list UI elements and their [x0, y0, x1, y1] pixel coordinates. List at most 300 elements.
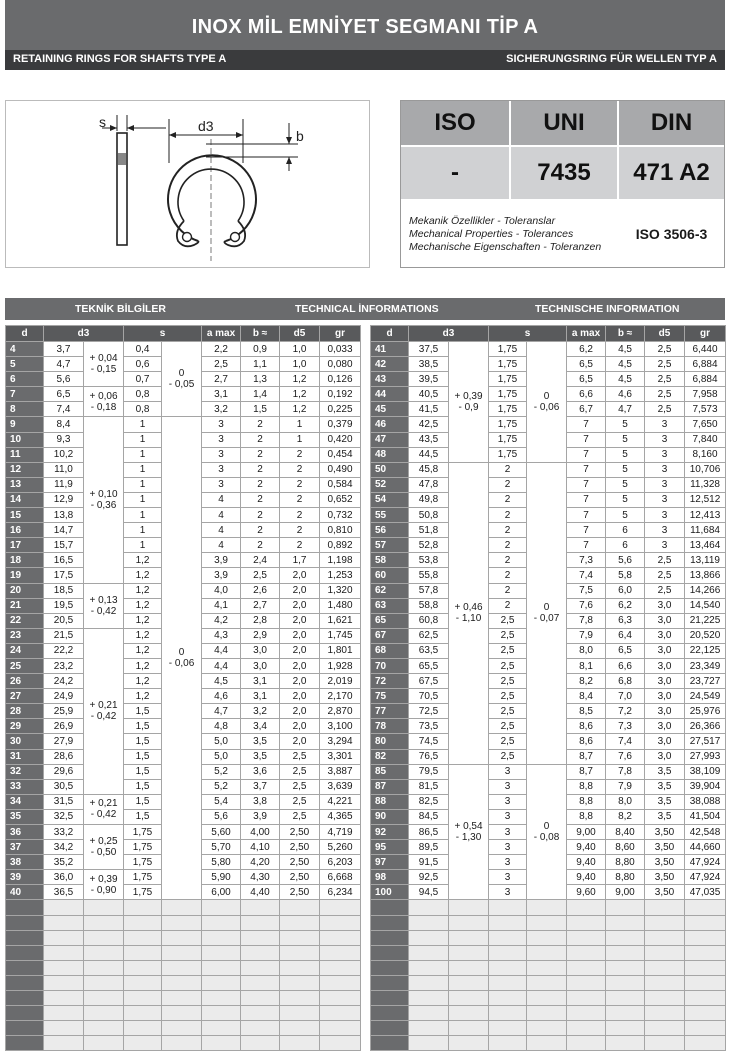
cell-s: 1 — [124, 447, 162, 462]
cell-d3: 4,7 — [44, 357, 84, 372]
cell-gr: 6,884 — [685, 357, 726, 372]
cell-d: 26 — [6, 674, 44, 689]
cell-b: 3,4 — [241, 719, 280, 734]
cell-a-max: 8,4 — [567, 689, 606, 704]
empty-row — [371, 1036, 726, 1051]
cell-s: 1,75 — [489, 402, 527, 417]
properties-text — [401, 201, 617, 267]
empty-cell — [409, 960, 449, 975]
cell-d5: 2,0 — [280, 704, 320, 719]
cell-d: 48 — [371, 447, 409, 462]
empty-cell — [527, 975, 567, 990]
cell-s: 1,75 — [124, 825, 162, 840]
empty-cell — [527, 1006, 567, 1021]
cell-a-max: 4,5 — [202, 674, 241, 689]
cell-d3: 3,7 — [44, 342, 84, 357]
cell-d5: 2,0 — [280, 568, 320, 583]
cell-s: 1,75 — [489, 417, 527, 432]
cell-d3: 17,5 — [44, 568, 84, 583]
empty-cell — [685, 930, 726, 945]
cell-gr: 23,727 — [685, 674, 726, 689]
cell-gr: 6,668 — [320, 870, 361, 885]
cell-a-max: 4 — [202, 508, 241, 523]
cell-d5: 2,5 — [645, 402, 685, 417]
cell-s: 0,4 — [124, 342, 162, 357]
empty-cell — [409, 1036, 449, 1051]
cell-d5: 2,50 — [280, 855, 320, 870]
cell-s-tolerance: 0 - 0,07 — [527, 462, 567, 764]
empty-cell — [162, 1021, 202, 1036]
cell-a-max: 5,6 — [202, 809, 241, 824]
page-title: INOX MİL EMNİYET SEGMANI TİP A — [191, 16, 539, 38]
cell-gr: 0,080 — [320, 357, 361, 372]
cell-gr: 14,266 — [685, 583, 726, 598]
cell-d3: 89,5 — [409, 840, 449, 855]
cell-a-max: 4,4 — [202, 643, 241, 658]
cell-a-max: 5,70 — [202, 840, 241, 855]
cell-d3-tolerance: + 0,13 - 0,42 — [84, 583, 124, 628]
empty-cell — [527, 900, 567, 915]
cell-d3: 81,5 — [409, 779, 449, 794]
cell-s: 1 — [124, 538, 162, 553]
empty-cell — [202, 1036, 241, 1051]
empty-cell — [645, 945, 685, 960]
cell-d3: 30,5 — [44, 779, 84, 794]
cell-s: 3 — [489, 855, 527, 870]
cell-a-max: 8,2 — [567, 674, 606, 689]
cell-d: 29 — [6, 719, 44, 734]
empty-cell — [320, 915, 361, 930]
cell-s: 3 — [489, 885, 527, 900]
cell-a-max: 7,8 — [567, 613, 606, 628]
empty-cell — [44, 960, 84, 975]
cell-d: 70 — [371, 658, 409, 673]
cell-d: 54 — [371, 492, 409, 507]
cell-a-max: 6,5 — [567, 372, 606, 387]
empty-cell — [489, 930, 527, 945]
cell-d3: 25,9 — [44, 704, 84, 719]
cell-gr: 27,993 — [685, 749, 726, 764]
cell-b: 2 — [241, 462, 280, 477]
empty-cell — [645, 930, 685, 945]
cell-b: 7,2 — [606, 704, 645, 719]
cell-a-max: 3 — [202, 432, 241, 447]
cell-gr: 21,225 — [685, 613, 726, 628]
cell-a-max: 8,1 — [567, 658, 606, 673]
label-s: s — [99, 114, 106, 130]
cell-gr: 0,490 — [320, 462, 361, 477]
cell-d5: 3,5 — [645, 764, 685, 779]
cell-d: 95 — [371, 840, 409, 855]
empty-cell — [241, 1036, 280, 1051]
cell-a-max: 3,1 — [202, 387, 241, 402]
cell-d3: 23,2 — [44, 658, 84, 673]
cell-b: 1,4 — [241, 387, 280, 402]
cell-d3: 21,5 — [44, 628, 84, 643]
empty-cell — [320, 930, 361, 945]
empty-cell — [202, 900, 241, 915]
cell-b: 0,9 — [241, 342, 280, 357]
empty-cell — [527, 960, 567, 975]
subtitle-en: RETAINING RINGS FOR SHAFTS TYPE A — [13, 53, 227, 65]
cell-d3: 86,5 — [409, 825, 449, 840]
technical-drawing — [5, 100, 370, 268]
cell-d5: 3 — [645, 417, 685, 432]
table-row — [6, 342, 361, 357]
cell-d: 75 — [371, 689, 409, 704]
cell-b: 3,0 — [241, 658, 280, 673]
cell-gr: 3,301 — [320, 749, 361, 764]
empty-row — [371, 1006, 726, 1021]
cell-gr: 2,019 — [320, 674, 361, 689]
cell-a-max: 3,9 — [202, 568, 241, 583]
cell-s-tolerance: 0 - 0,06 — [527, 342, 567, 463]
empty-cell — [44, 930, 84, 945]
cell-d5: 1,7 — [280, 553, 320, 568]
cell-a-max: 7 — [567, 508, 606, 523]
cell-b: 1,3 — [241, 372, 280, 387]
empty-cell — [489, 1006, 527, 1021]
cell-d5: 3,50 — [645, 825, 685, 840]
empty-cell — [202, 960, 241, 975]
cell-d: 100 — [371, 885, 409, 900]
cell-b: 6,4 — [606, 628, 645, 643]
empty-cell — [241, 960, 280, 975]
cell-d: 60 — [371, 568, 409, 583]
dimension-table-left — [5, 325, 361, 1051]
cell-a-max: 4,8 — [202, 719, 241, 734]
cell-b: 3,6 — [241, 764, 280, 779]
cell-d3: 50,8 — [409, 508, 449, 523]
empty-cell — [567, 1021, 606, 1036]
empty-row — [371, 1021, 726, 1036]
empty-cell — [280, 1006, 320, 1021]
empty-cell — [280, 991, 320, 1006]
cell-d3-tolerance: + 0,04 - 0,15 — [84, 342, 124, 387]
cell-d3: 72,5 — [409, 704, 449, 719]
cell-d5: 2,0 — [280, 628, 320, 643]
empty-cell — [685, 1036, 726, 1051]
cell-s: 1,75 — [489, 447, 527, 462]
column-header-b-: b ≈ — [606, 326, 645, 342]
empty-cell — [567, 900, 606, 915]
empty-cell — [241, 1006, 280, 1021]
empty-cell — [527, 1021, 567, 1036]
cell-d3: 43,5 — [409, 432, 449, 447]
cell-gr: 22,125 — [685, 643, 726, 658]
empty-cell — [202, 930, 241, 945]
empty-cell — [320, 991, 361, 1006]
cell-d3: 10,2 — [44, 447, 84, 462]
cell-s: 1 — [124, 508, 162, 523]
empty-row — [6, 1006, 361, 1021]
table-row — [371, 462, 726, 477]
cell-s: 2,5 — [489, 719, 527, 734]
empty-cell — [449, 991, 489, 1006]
empty-row — [6, 1036, 361, 1051]
cell-a-max: 3 — [202, 477, 241, 492]
empty-cell — [567, 945, 606, 960]
cell-d5: 2,5 — [645, 372, 685, 387]
column-header-d3: d3 — [44, 326, 124, 342]
empty-cell — [449, 1006, 489, 1021]
cell-d5: 3,0 — [645, 613, 685, 628]
empty-cell — [371, 1036, 409, 1051]
cell-d3: 20,5 — [44, 613, 84, 628]
empty-cell — [409, 991, 449, 1006]
cell-a-max: 6,7 — [567, 402, 606, 417]
empty-cell — [241, 975, 280, 990]
cell-d5: 2,50 — [280, 885, 320, 900]
standards-box — [400, 100, 725, 268]
cell-a-max: 3 — [202, 462, 241, 477]
cell-a-max: 5,2 — [202, 779, 241, 794]
empty-row — [6, 900, 361, 915]
cell-d3: 65,5 — [409, 658, 449, 673]
cell-gr: 1,621 — [320, 613, 361, 628]
cell-s: 1,75 — [489, 357, 527, 372]
cell-s: 1,75 — [124, 870, 162, 885]
cell-d3: 60,8 — [409, 613, 449, 628]
cell-d5: 2,5 — [280, 809, 320, 824]
cell-b: 5 — [606, 492, 645, 507]
cell-s: 1 — [124, 492, 162, 507]
cell-a-max: 6,5 — [567, 357, 606, 372]
cell-d5: 3,0 — [645, 643, 685, 658]
empty-cell — [280, 1036, 320, 1051]
empty-cell — [241, 1021, 280, 1036]
empty-cell — [527, 945, 567, 960]
cell-b: 6,8 — [606, 674, 645, 689]
cell-d5: 2,50 — [280, 840, 320, 855]
cell-b: 2 — [241, 417, 280, 432]
empty-cell — [280, 975, 320, 990]
empty-cell — [685, 915, 726, 930]
cell-d5: 3 — [645, 492, 685, 507]
empty-cell — [685, 960, 726, 975]
cell-d5: 3,0 — [645, 674, 685, 689]
cell-d3-tolerance: + 0,06 - 0,18 — [84, 387, 124, 417]
cell-a-max: 7,4 — [567, 568, 606, 583]
cell-a-max: 8,5 — [567, 704, 606, 719]
empty-cell — [371, 1006, 409, 1021]
empty-cell — [606, 1006, 645, 1021]
cell-a-max: 9,60 — [567, 885, 606, 900]
empty-cell — [449, 930, 489, 945]
cell-a-max: 7 — [567, 432, 606, 447]
cell-s: 3 — [489, 779, 527, 794]
cell-s: 2,5 — [489, 613, 527, 628]
empty-cell — [124, 1036, 162, 1051]
cell-d5: 3 — [645, 538, 685, 553]
empty-cell — [124, 915, 162, 930]
empty-cell — [84, 1021, 124, 1036]
cell-s: 1,5 — [124, 719, 162, 734]
cell-s: 2,5 — [489, 749, 527, 764]
column-header-b-: b ≈ — [241, 326, 280, 342]
cell-b: 5 — [606, 477, 645, 492]
cell-b: 5 — [606, 432, 645, 447]
cell-d3: 52,8 — [409, 538, 449, 553]
cell-d5: 3,50 — [645, 885, 685, 900]
cell-a-max: 4,2 — [202, 613, 241, 628]
empty-cell — [685, 1006, 726, 1021]
empty-cell — [489, 945, 527, 960]
subtitle-strip — [5, 50, 725, 70]
cell-d5: 3,0 — [645, 749, 685, 764]
cell-d5: 3,0 — [645, 598, 685, 613]
cell-d: 45 — [371, 402, 409, 417]
cell-d: 55 — [371, 508, 409, 523]
cell-gr: 13,119 — [685, 553, 726, 568]
empty-cell — [6, 975, 44, 990]
cell-b: 2 — [241, 432, 280, 447]
cell-d5: 2,0 — [280, 674, 320, 689]
cell-d3: 38,5 — [409, 357, 449, 372]
cell-d: 52 — [371, 477, 409, 492]
cell-gr: 12,512 — [685, 492, 726, 507]
cell-d5: 1,2 — [280, 372, 320, 387]
cell-d: 90 — [371, 809, 409, 824]
cell-d5: 3 — [645, 432, 685, 447]
empty-row — [6, 991, 361, 1006]
empty-row — [371, 991, 726, 1006]
empty-cell — [567, 1036, 606, 1051]
cell-d: 88 — [371, 794, 409, 809]
empty-cell — [449, 1021, 489, 1036]
cell-gr: 42,548 — [685, 825, 726, 840]
cell-a-max: 5,80 — [202, 855, 241, 870]
column-header-gr: gr — [685, 326, 726, 342]
cell-d: 41 — [371, 342, 409, 357]
empty-cell — [124, 1006, 162, 1021]
empty-cell — [489, 975, 527, 990]
cell-d3: 70,5 — [409, 689, 449, 704]
cell-b: 5,8 — [606, 568, 645, 583]
empty-cell — [241, 991, 280, 1006]
cell-gr: 3,887 — [320, 764, 361, 779]
column-header-a-max: a max — [567, 326, 606, 342]
cell-gr: 0,454 — [320, 447, 361, 462]
empty-row — [371, 960, 726, 975]
cell-d: 16 — [6, 523, 44, 538]
empty-cell — [124, 945, 162, 960]
empty-cell — [280, 960, 320, 975]
cell-d3: 8,4 — [44, 417, 84, 432]
cell-d3: 58,8 — [409, 598, 449, 613]
cell-d3: 44,5 — [409, 447, 449, 462]
empty-cell — [567, 930, 606, 945]
cell-a-max: 3,2 — [202, 402, 241, 417]
std-header-din: DIN — [619, 101, 724, 145]
empty-cell — [280, 915, 320, 930]
empty-cell — [606, 945, 645, 960]
cell-d3-tolerance: + 0,46 - 1,10 — [449, 462, 489, 764]
cell-d3-tolerance: + 0,21 - 0,42 — [84, 794, 124, 824]
cell-d5: 2 — [280, 447, 320, 462]
cell-a-max: 7,9 — [567, 628, 606, 643]
cell-a-max: 5,0 — [202, 734, 241, 749]
cell-d5: 2,0 — [280, 658, 320, 673]
cell-gr: 23,349 — [685, 658, 726, 673]
cell-d5: 2,5 — [645, 387, 685, 402]
cell-d3: 36,0 — [44, 870, 84, 885]
cell-b: 3,7 — [241, 779, 280, 794]
cell-d: 62 — [371, 583, 409, 598]
cell-s: 1,2 — [124, 553, 162, 568]
cell-d5: 2,0 — [280, 689, 320, 704]
cell-s: 1,75 — [489, 387, 527, 402]
cell-d3: 18,5 — [44, 583, 84, 598]
cell-a-max: 5,2 — [202, 764, 241, 779]
std-value-iso: - — [401, 147, 509, 199]
empty-cell — [527, 991, 567, 1006]
cell-d5: 2 — [280, 492, 320, 507]
empty-cell — [371, 900, 409, 915]
cell-d3: 27,9 — [44, 734, 84, 749]
tech-info-tr: TEKNİK BİLGİLER — [75, 303, 166, 315]
cell-a-max: 8,7 — [567, 764, 606, 779]
cell-gr: 47,035 — [685, 885, 726, 900]
cell-d3: 6,5 — [44, 387, 84, 402]
cell-d: 43 — [371, 372, 409, 387]
cell-d: 27 — [6, 689, 44, 704]
empty-cell — [84, 945, 124, 960]
cell-gr: 0,225 — [320, 402, 361, 417]
cell-d5: 3 — [645, 477, 685, 492]
empty-cell — [162, 945, 202, 960]
cell-d: 77 — [371, 704, 409, 719]
cell-d: 46 — [371, 417, 409, 432]
cell-b: 6 — [606, 523, 645, 538]
empty-cell — [320, 1006, 361, 1021]
dimension-table-right — [370, 325, 726, 1051]
cell-d3-tolerance: + 0,21 - 0,42 — [84, 628, 124, 794]
cell-d: 78 — [371, 719, 409, 734]
empty-cell — [645, 1006, 685, 1021]
cell-a-max: 4 — [202, 492, 241, 507]
cell-d5: 2 — [280, 462, 320, 477]
cell-gr: 0,732 — [320, 508, 361, 523]
cell-d5: 2,5 — [645, 583, 685, 598]
empty-cell — [645, 991, 685, 1006]
cell-gr: 13,464 — [685, 538, 726, 553]
cell-a-max: 2,7 — [202, 372, 241, 387]
empty-cell — [685, 900, 726, 915]
cell-b: 4,5 — [606, 342, 645, 357]
cell-d3: 94,5 — [409, 885, 449, 900]
cell-s: 2 — [489, 553, 527, 568]
cell-gr: 3,294 — [320, 734, 361, 749]
cell-gr: 1,801 — [320, 643, 361, 658]
column-header-gr: gr — [320, 326, 361, 342]
cell-d3: 57,8 — [409, 583, 449, 598]
cell-s: 1 — [124, 417, 162, 432]
cell-d3: 45,8 — [409, 462, 449, 477]
cell-d5: 3,5 — [645, 794, 685, 809]
cell-gr: 47,924 — [685, 870, 726, 885]
cell-gr: 44,660 — [685, 840, 726, 855]
empty-cell — [685, 991, 726, 1006]
cell-a-max: 6,00 — [202, 885, 241, 900]
empty-row — [371, 915, 726, 930]
empty-cell — [371, 991, 409, 1006]
cell-d5: 2 — [280, 523, 320, 538]
cell-gr: 7,958 — [685, 387, 726, 402]
cell-d3: 53,8 — [409, 553, 449, 568]
cell-d3: 37,5 — [409, 342, 449, 357]
cell-d3: 15,7 — [44, 538, 84, 553]
